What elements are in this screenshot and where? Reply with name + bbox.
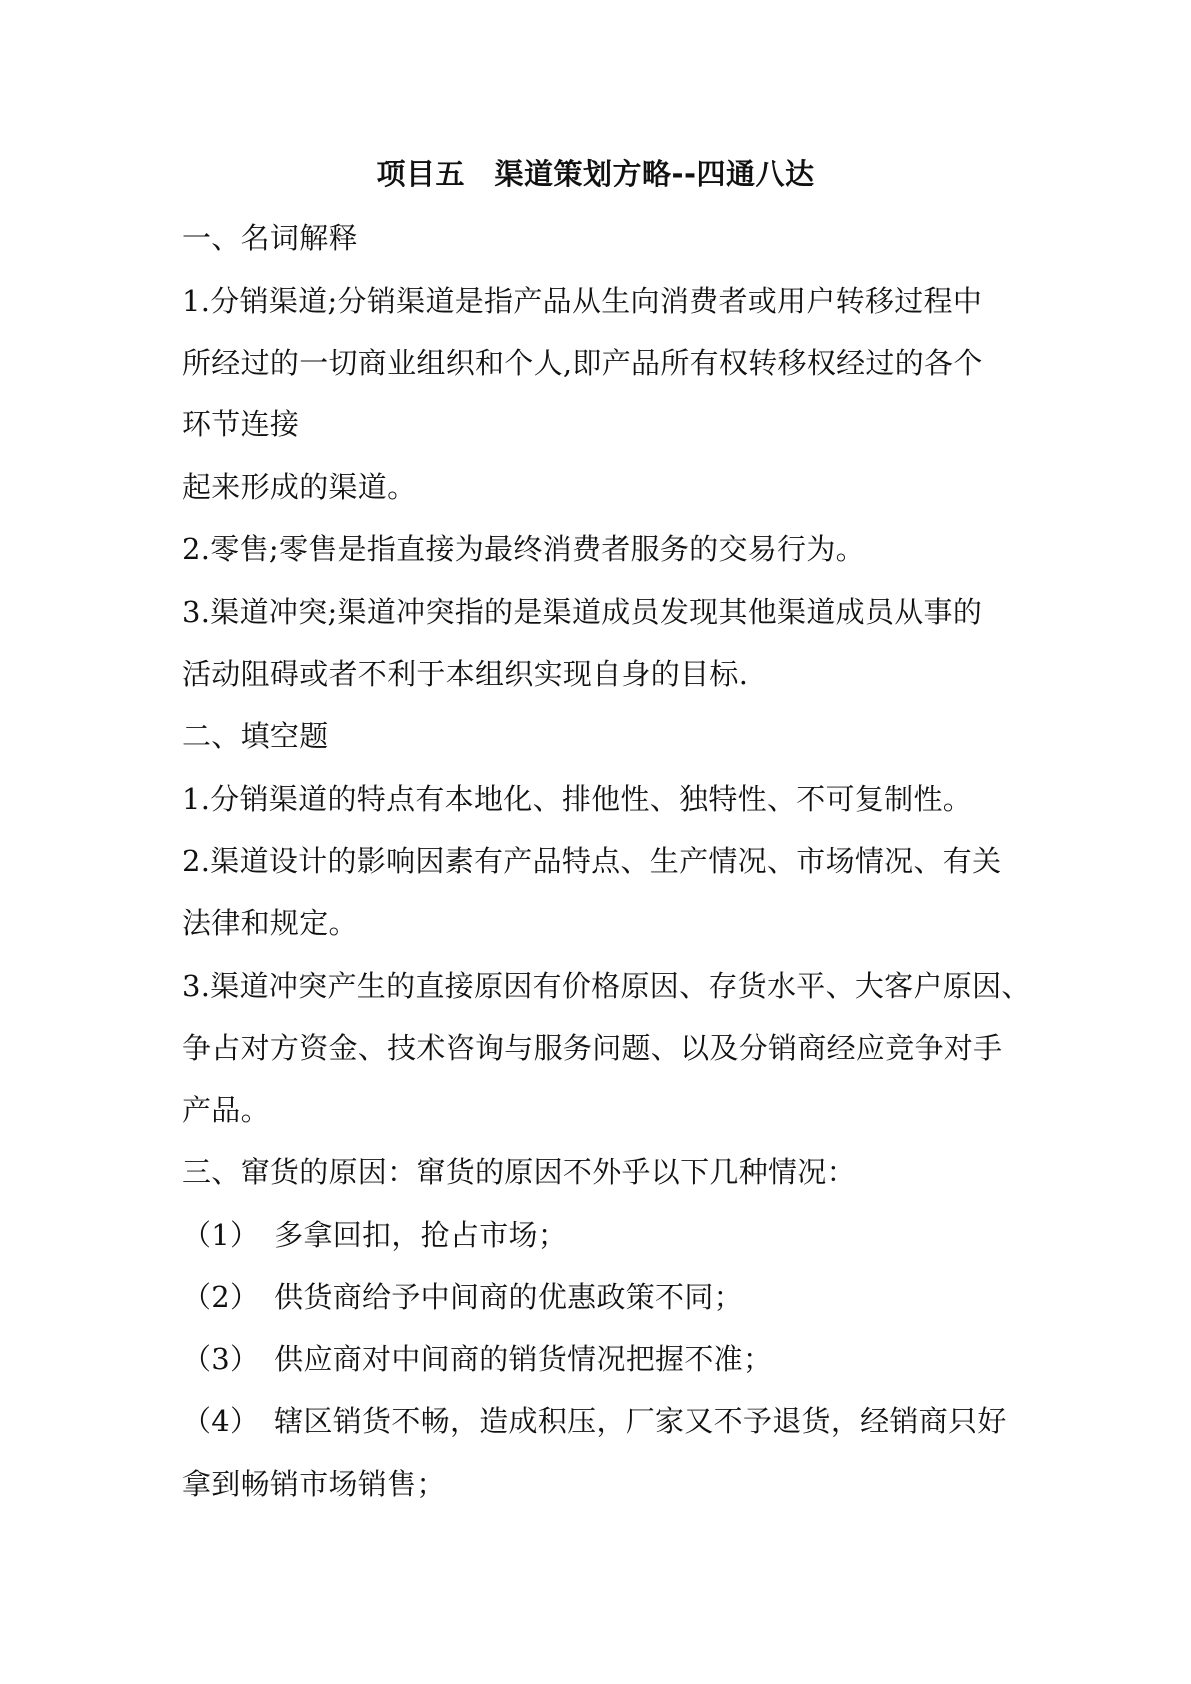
paragraph-line: 1.分销渠道的特点有本地化、排他性、独特性、不可复制性。	[182, 782, 973, 816]
paragraph-line: 法律和规定。	[182, 906, 358, 940]
list-item: （3） 供应商对中间商的销货情况把握不准；	[182, 1342, 773, 1376]
paragraph-line: 起来形成的渠道。	[182, 470, 417, 504]
section-heading-definitions: 一、名词解释	[182, 221, 358, 255]
list-item: （1） 多拿回扣，抢占市场；	[182, 1218, 568, 1252]
section-heading-causes: 三、窜货的原因：窜货的原因不外乎以下几种情况：	[182, 1155, 856, 1189]
paragraph-line: 拿到畅销市场销售；	[182, 1467, 446, 1501]
paragraph-line: 2.零售;零售是指直接为最终消费者服务的交易行为。	[182, 532, 865, 566]
paragraph-line: 争占对方资金、技术咨询与服务问题、以及分销商经应竞争对手	[182, 1031, 1003, 1065]
paragraph-line: 所经过的一切商业组织和个人,即产品所有权转移权经过的各个	[182, 346, 983, 380]
paragraph-line: 产品。	[182, 1093, 270, 1127]
paragraph-line: 环节连接	[182, 407, 300, 441]
list-item: （4） 辖区销货不畅，造成积压，厂家又不予退货，经销商只好	[182, 1404, 1007, 1438]
paragraph-line: 3.渠道冲突产生的直接原因有价格原因、存货水平、大客户原因、	[182, 969, 1031, 1003]
paragraph-line: 2.渠道设计的影响因素有产品特点、生产情况、市场情况、有关	[182, 844, 1002, 878]
list-item: （2） 供货商给予中间商的优惠政策不同；	[182, 1280, 743, 1314]
paragraph-line: 1.分销渠道;分销渠道是指产品从生向消费者或用户转移过程中	[182, 284, 983, 318]
document-title: 项目五 渠道策划方略--四通八达	[376, 157, 815, 191]
paragraph-line: 3.渠道冲突;渠道冲突指的是渠道成员发现其他渠道成员从事的	[182, 595, 983, 629]
paragraph-line: 活动阻碍或者不利于本组织实现自身的目标.	[182, 657, 749, 691]
section-heading-fill-in: 二、填空题	[182, 719, 329, 753]
